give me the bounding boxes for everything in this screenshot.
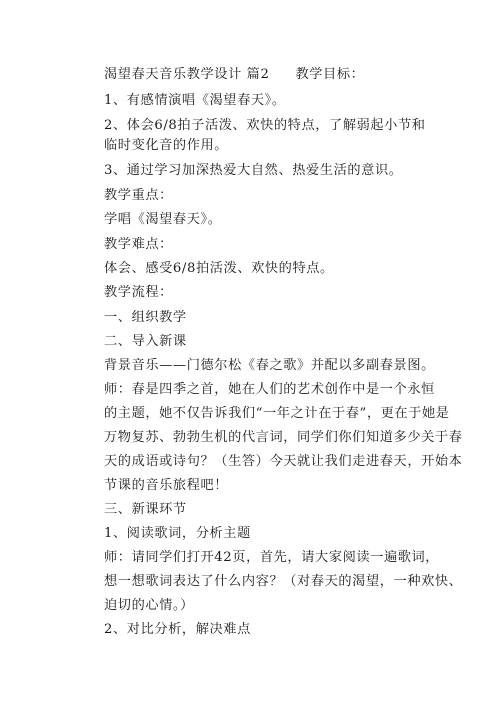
sub-step-1-heading: 1、阅读歌词，分析主题 bbox=[104, 526, 251, 541]
teacher-paragraph-2-line-2: 想一想歌词表达了什么内容？（对春天的渴望，一种欢快、 bbox=[104, 574, 463, 589]
difficulty-text: 体会、感受6/8拍活泼、欢快的特点。 bbox=[104, 261, 334, 276]
process-heading: 教学流程： bbox=[104, 285, 173, 300]
teacher-paragraph-1-line-1: 师：春是四季之首，她在人们的艺术创作中是一个永恒 bbox=[104, 382, 435, 397]
key-point-text: 学唱《渴望春天》。 bbox=[104, 212, 222, 227]
teacher-paragraph-2-line-3: 迫切的心情。） bbox=[104, 598, 194, 613]
teacher-paragraph-1-line-5: 节课的音乐旅程吧！ bbox=[104, 478, 229, 493]
goal-item-2-line-2: 临时变化音的作用。 bbox=[104, 138, 229, 153]
teacher-paragraph-1-line-2: 的主题，她不仅告诉我们“一年之计在于春”，更在于她是 bbox=[104, 406, 450, 421]
document-title: 渴望春天音乐教学设计 篇2 bbox=[104, 67, 270, 82]
step-2-heading: 二、导入新课 bbox=[104, 334, 187, 349]
header-line bbox=[104, 66, 364, 84]
sub-step-2-heading: 2、对比分析，解决难点 bbox=[104, 622, 251, 637]
difficulty-heading: 教学难点： bbox=[104, 237, 173, 252]
step-1-heading: 一、组织教学 bbox=[104, 310, 187, 325]
goal-item-3: 3、通过学习加深热爱大自然、热爱生活的意识。 bbox=[104, 163, 403, 178]
goal-item-1: 1、有感情演唱《渴望春天》。 bbox=[104, 93, 286, 108]
teacher-paragraph-2-line-1: 师：请同学们打开42页，首先，请大家阅读一遍歌词， bbox=[104, 550, 440, 565]
key-point-heading: 教学重点： bbox=[104, 188, 173, 203]
teacher-paragraph-1-line-4: 天的成语或诗句？（生答）今天就让我们走进春天，开始本 bbox=[104, 454, 463, 469]
teacher-paragraph-1-line-3: 万物复苏、勃勃生机的代言词，同学们你们知道多少关于春 bbox=[104, 430, 463, 445]
teaching-goals-heading: 教学目标： bbox=[295, 67, 365, 82]
background-music-text: 背景音乐——门德尔松《春之歌》并配以多副春景图。 bbox=[104, 358, 435, 373]
step-3-heading: 三、新课环节 bbox=[104, 502, 187, 517]
goal-item-2-line-1: 2、体会6/8拍子活泼、欢快的特点，了解弱起小节和 bbox=[104, 118, 426, 133]
